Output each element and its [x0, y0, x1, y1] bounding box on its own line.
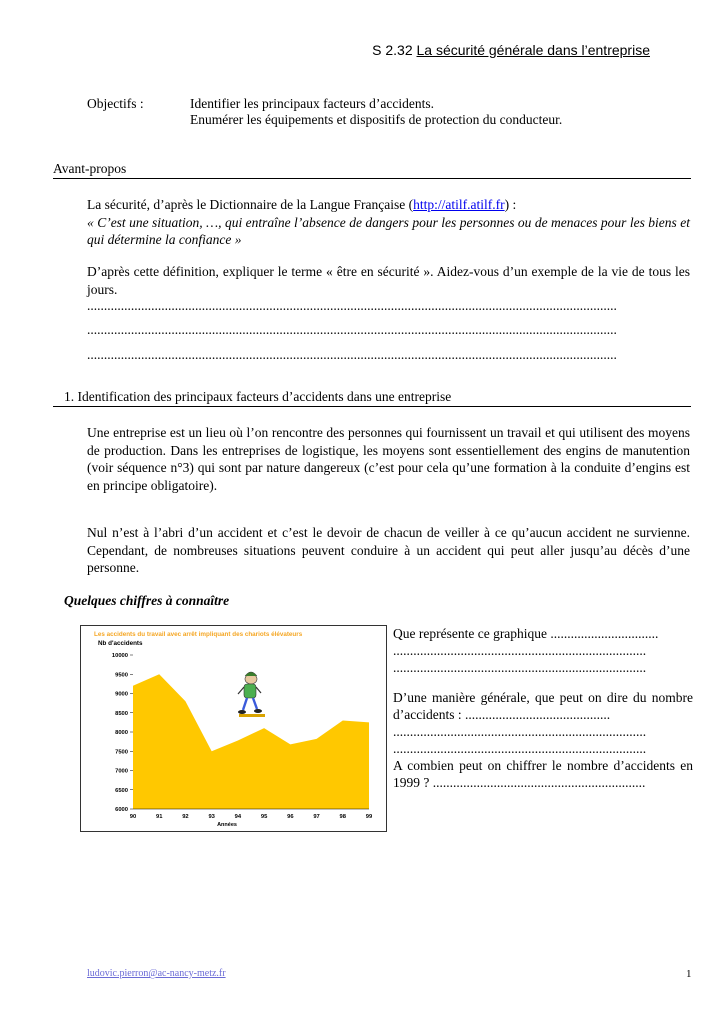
- intro-paragraph: [87, 196, 690, 249]
- x-tick-label: 98: [339, 814, 347, 820]
- chart-x-axis-label: Années: [217, 822, 237, 828]
- x-tick-label: 99: [365, 814, 373, 820]
- y-tick-label: 8500: [115, 710, 128, 717]
- x-tick-label: 90: [129, 814, 137, 820]
- avant-propos-heading: Avant-propos: [53, 161, 127, 176]
- question-panel: [393, 625, 693, 791]
- header-code: S 2.32: [372, 42, 413, 58]
- answer-line-3: .............................................................................................................................................................: [87, 347, 617, 362]
- section-1-paragraph-1: Une entreprise est un lieu où l’on rencontre des personnes qui fournissent un travail et qui utilisent des moyens de production. Dans les entreprises de logistique, les moyens sont essentiellement des engins de manutention (voir séquence n°3) qui sont par nature dangereux (c’est pour cela qu’une formation à la conduite d’engins est en principe obligatoire).: [87, 425, 690, 493]
- x-tick-label: 96: [287, 814, 294, 820]
- definition-quote: « C’est une situation, …, qui entraîne l’absence de dangers pour les personnes ou de menaces pour les biens et qui détermine la confiance »: [87, 214, 690, 247]
- intro-text: La sécurité, d’après le Dictionnaire de la Langue Française (: [87, 197, 414, 212]
- accidents-chart: [80, 625, 387, 832]
- question-1-line-2: ...........................................................................: [393, 660, 647, 675]
- figures-heading: Quelques chiffres à connaître: [64, 593, 230, 608]
- question-2-line-2: ...........................................................................: [393, 741, 647, 756]
- cartoon-figure-icon: [238, 672, 265, 717]
- x-tick-label: 91: [155, 814, 163, 820]
- chart-title: Les accidents du travail avec arrêt impliquant des chariots élévateurs: [94, 631, 303, 638]
- header-title: La sécurité générale dans l’entreprise: [416, 42, 650, 58]
- question-1-line-1: ...........................................................................: [393, 643, 647, 658]
- y-tick-label: 6500: [115, 787, 128, 794]
- footer-email[interactable]: ludovic.pierron@ac-nancy-metz.fr: [87, 968, 226, 979]
- y-tick-label: 10000: [111, 653, 128, 659]
- question-paragraph: D’après cette définition, expliquer le terme « être en sécurité ». Aidez-vous d’un exemple de la vie de tous les jours.: [87, 264, 690, 297]
- question-3: A combien peut on chiffrer le nombre d’accidents en 1999 ? ...............................................................: [393, 758, 693, 790]
- x-tick-label: 94: [234, 814, 242, 820]
- x-tick-label: 93: [208, 814, 215, 820]
- page-header: [0, 42, 650, 58]
- y-tick-label: 9000: [115, 691, 128, 698]
- question-2: D’une manière générale, que peut on dire du nombre d’accidents : ...........................................: [393, 690, 693, 722]
- y-tick-label: 8000: [115, 730, 128, 736]
- accidents-chart-svg: [81, 626, 386, 831]
- section-1-heading: 1. Identification des principaux facteurs d’accidents dans une entreprise: [64, 389, 452, 404]
- y-tick-label: 7500: [115, 749, 128, 756]
- chart-y-axis-label: Nb d'accidents: [98, 640, 143, 647]
- objective-item-1: Identifier les principaux facteurs d’accidents.: [190, 96, 435, 111]
- objective-item-2: Enumérer les équipements et dispositifs de protection du conducteur.: [190, 112, 563, 127]
- atilf-link[interactable]: http://atilf.atilf.fr: [413, 197, 505, 212]
- objectives-label: Objectifs :: [87, 96, 144, 111]
- y-tick-label: 9500: [115, 672, 128, 679]
- x-tick-label: 97: [313, 814, 320, 820]
- heading-rule: [53, 178, 691, 179]
- question-2-line-1: ...........................................................................: [393, 724, 647, 739]
- page-number: 1: [686, 968, 692, 980]
- y-tick-label: 7000: [115, 768, 128, 775]
- question-1: Que représente ce graphique ................................: [393, 626, 659, 641]
- section-rule: [53, 406, 691, 407]
- answer-line-1: .............................................................................................................................................................: [87, 298, 617, 313]
- y-tick-label: 6000: [115, 807, 128, 813]
- answer-line-2: .............................................................................................................................................................: [87, 322, 617, 337]
- x-tick-label: 95: [260, 814, 268, 820]
- section-1-paragraph-2: Nul n’est à l’abri d’un accident et c’est le devoir de chacun de veiller à ce qu’aucun accident ne survienne. Cependant, de nombreuses situations peuvent conduire à un accident qui peut aller jusqu’au décès d’une personne.: [87, 525, 690, 575]
- x-tick-label: 92: [182, 814, 189, 820]
- intro-text-end: ) :: [504, 197, 517, 212]
